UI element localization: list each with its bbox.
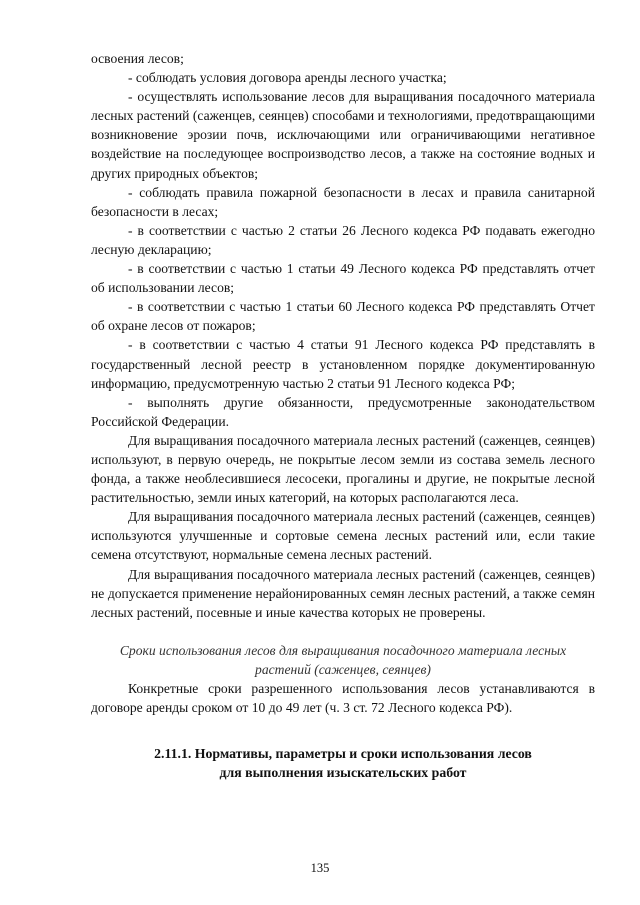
- body-paragraph: Для выращивания посадочного материала лесных растений (саженцев, сеянцев) используют, в первую очередь, не покрытые лесом земли из состава земель лесного фонда, а также необлесившиеся лесосеки, прогалины и другие, не покрытые лесной растительностью, земли иных категорий, на которых располагаются леса.: [91, 432, 595, 506]
- bullet-item: - в соответствии с частью 2 статьи 26 Лесного кодекса РФ подавать ежегодно лесную декларацию;: [91, 222, 595, 257]
- bullet-item: - соблюдать условия договора аренды лесного участка;: [128, 70, 447, 86]
- bullet-item: - в соответствии с частью 4 статьи 91 Лесного кодекса РФ представлять в государственный лесной реестр в установленном порядке документированную информацию, предусмотренную частью 2 статьи 91 Лесного кодекса РФ;: [91, 337, 595, 391]
- bullet-item: - соблюдать правила пожарной безопасности в лесах и правила санитарной безопасности в лесах;: [91, 184, 595, 219]
- section-heading-line-2: для выполнения изыскательских работ: [219, 765, 467, 780]
- body-paragraph: Для выращивания посадочного материала лесных растений (саженцев, сеянцев) не допускается применение нерайонированных семян лесных растений, а также семян лесных растений, посевные и иные качества которых не проверены.: [91, 566, 595, 620]
- bullet-item: - в соответствии с частью 1 статьи 49 Лесного кодекса РФ представлять отчет об использовании лесов;: [91, 261, 595, 296]
- italic-subheading: Сроки использования лесов для выращивания посадочного материала лесных растений (саженцев, сеянцев): [119, 642, 567, 677]
- body-text: [91, 49, 595, 717]
- lead-fragment: освоения лесов;: [91, 51, 184, 66]
- bullet-item: - в соответствии с частью 1 статьи 60 Лесного кодекса РФ представлять Отчет об охране лесов от пожаров;: [91, 299, 595, 334]
- bullet-item: - осуществлять использование лесов для выращивания посадочного материала лесных растений (саженцев, сеянцев) способами и технологиями, предотвращающими возникновение эрозии почв, исключающими или ограничивающими негативное воздействие на последующее воспроизводство лесов, а также на состояние водных и других природных объектов;: [91, 89, 596, 181]
- page-number: 135: [310, 861, 330, 875]
- section-heading: [91, 744, 595, 782]
- section-heading-line-1: 2.11.1. Нормативы, параметры и сроки использования лесов: [154, 746, 532, 761]
- terms-paragraph: Конкретные сроки разрешенного использования лесов устанавливаются в договоре аренды сроком от 10 до 49 лет (ч. 3 ст. 72 Лесного кодекса РФ).: [91, 681, 595, 716]
- bullet-item: - выполнять другие обязанности, предусмотренные законодательством Российской Федерации.: [91, 394, 595, 429]
- body-paragraph: Для выращивания посадочного материала лесных растений (саженцев, сеянцев) используются улучшенные и сортовые семена лесных растений или, если такие семена отсутствуют, нормальные семена лесных растений.: [91, 509, 595, 563]
